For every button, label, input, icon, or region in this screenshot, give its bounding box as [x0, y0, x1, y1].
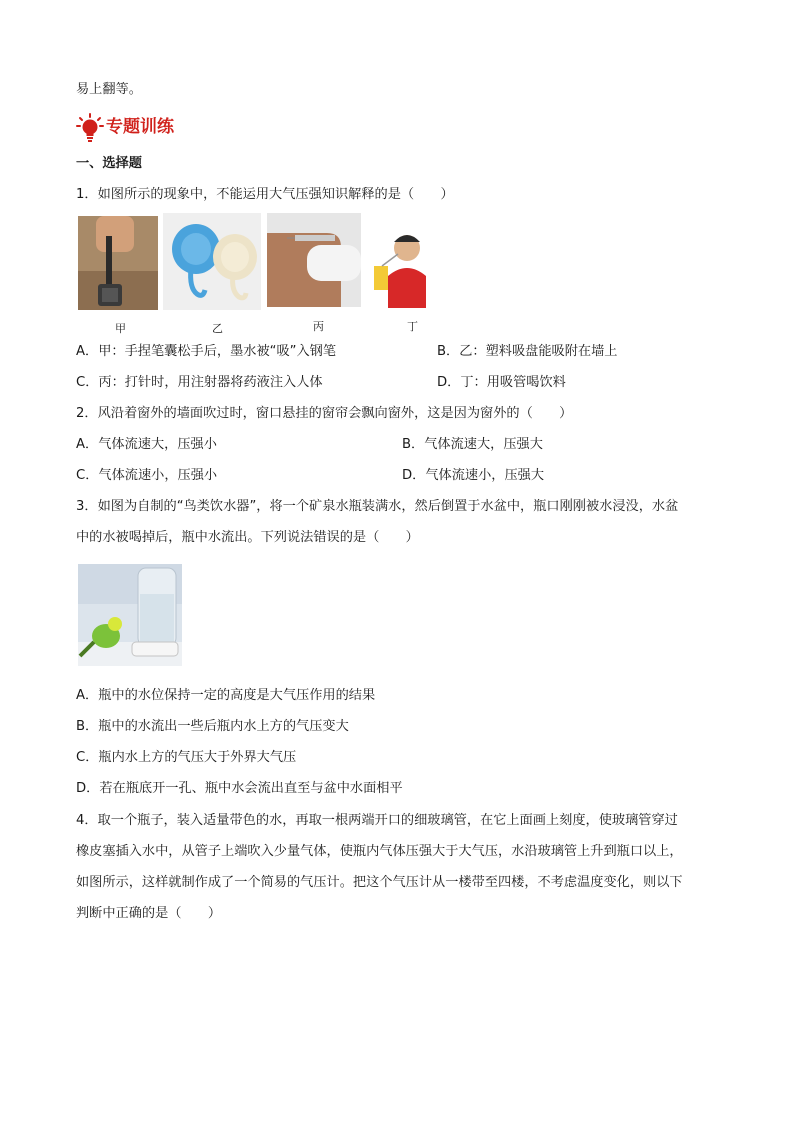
q3-stem-line1: 3．如图为自制的“鸟类饮水器”，将一个矿泉水瓶装满水，然后倒置于水盆中，瓶口刚刚被水浸没，水盆 — [76, 499, 679, 514]
lightbulb-icon — [76, 113, 104, 143]
q1-option-a: A．甲：手捏笔囊松手后，墨水被“吸”入钢笔 — [76, 344, 337, 359]
q1-option-d: D．丁：用吸管喝饮料 — [437, 375, 566, 390]
q4-line4: 判断中正确的是（ ） — [76, 906, 222, 921]
q3-stem-line2: 中的水被喝掉后，瓶中水流出。下列说法错误的是（ ） — [76, 530, 419, 545]
section-title: 专题训练 — [106, 117, 174, 137]
q2-option-d: D．气体流速小，压强大 — [402, 468, 545, 483]
part-heading: 一、选择题 — [76, 156, 142, 171]
q2-stem: 2．风沿着窗外的墙面吹过时，窗口悬挂的窗帘会飘向窗外，这是因为窗外的（ ） — [76, 406, 573, 421]
q4-line2: 橡皮塞插入水中，从管子上端吹入少量气体，使瓶内气体压强大于大气压，水沿玻璃管上升到瓶口以上， — [76, 844, 683, 859]
q1-stem: 1．如图所示的现象中，不能运用大气压强知识解释的是（ ） — [76, 187, 454, 202]
q1-caption-yi: 乙 — [212, 322, 223, 335]
q1-caption-jia: 甲 — [115, 322, 126, 335]
q3-option-a: A．瓶中的水位保持一定的高度是大气压作用的结果 — [76, 688, 376, 703]
q1-image-jia-pen — [78, 216, 158, 310]
q1-image-yi-suction-cups — [163, 213, 261, 310]
q1-caption-bing: 丙 — [313, 320, 324, 333]
q2-option-b: B．气体流速大，压强大 — [402, 437, 543, 452]
q3-option-b: B．瓶中的水流出一些后瓶内水上方的气压变大 — [76, 719, 349, 734]
q3-option-d: D．若在瓶底开一孔、瓶中水会流出直至与盆中水面相平 — [76, 781, 403, 796]
q3-option-c: C．瓶内水上方的气压大于外界大气压 — [76, 750, 297, 765]
q1-caption-ding: 丁 — [407, 320, 418, 333]
q1-option-c: C．丙：打针时，用注射器将药液注入人体 — [76, 375, 323, 390]
q3-image-bird-feeder — [78, 564, 182, 666]
intro-tail-text: 易上翻等。 — [76, 82, 142, 97]
q1-image-bing-injection — [267, 213, 361, 307]
q2-option-a: A．气体流速大，压强小 — [76, 437, 217, 452]
q4-line3: 如图所示，这样就制作成了一个简易的气压计。把这个气压计从一楼带至四楼，不考虑温度变化，则以下 — [76, 875, 683, 890]
q2-option-c: C．气体流速小，压强小 — [76, 468, 218, 483]
q1-option-b: B．乙：塑料吸盘能吸附在墙上 — [437, 344, 618, 359]
q1-image-ding-straw — [370, 228, 436, 308]
q4-line1: 4．取一个瓶子，装入适量带色的水，再取一根两端开口的细玻璃管，在它上面画上刻度，使玻璃管穿过 — [76, 813, 678, 828]
